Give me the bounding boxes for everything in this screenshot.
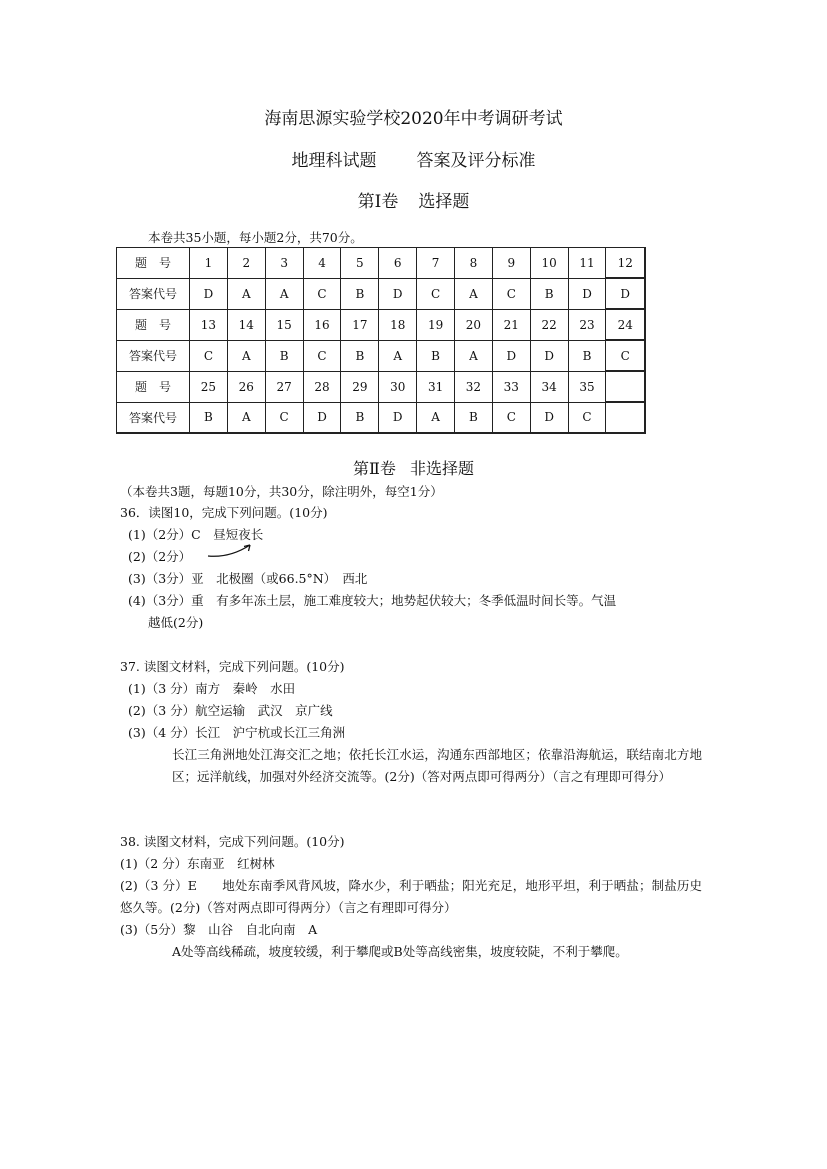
answer-table-cell: D (530, 340, 568, 371)
row-label: 答案代号 (117, 278, 190, 309)
q37-answer-1: (1)（3 分）南方 秦岭 水田 (128, 681, 296, 696)
answer-table-cell: 18 (379, 309, 417, 340)
q38-heading: 38. 读图文材料，完成下列问题。(10分) (120, 834, 345, 849)
answer-table-cell (606, 402, 645, 433)
answer-table-cell: C (265, 402, 303, 433)
q36-answer-1: (1)（2分）C 昼短夜长 (128, 527, 264, 542)
answer-table-cell: B (455, 402, 493, 433)
answer-table-cell: 3 (265, 248, 303, 279)
answer-table-cell: C (606, 340, 645, 371)
answer-table-cell: 17 (341, 309, 379, 340)
answer-table-cell: A (455, 278, 493, 309)
answer-table-cell: 8 (455, 248, 493, 279)
answer-table-cell: A (379, 340, 417, 371)
answer-table-cell: 5 (341, 248, 379, 279)
answer-table-row (117, 309, 646, 340)
answer-table-cell: 22 (530, 309, 568, 340)
q36-answer-2: (2)（2分） (128, 549, 192, 564)
q36-answer-4-cont: 越低(2分) (148, 615, 204, 630)
answer-table-row (117, 278, 646, 309)
answer-table-cell: 14 (227, 309, 265, 340)
part1-note: 本卷共35小题，每小题2分，共70分。 (148, 230, 363, 245)
answer-table-cell: B (190, 402, 228, 433)
answer-table-cell: D (530, 402, 568, 433)
answer-table-row (117, 371, 646, 402)
answer-table-cell: 27 (265, 371, 303, 402)
part2-label: 第Ⅱ卷 (353, 459, 396, 478)
answer-table-cell: B (341, 340, 379, 371)
answer-table-cell: 19 (417, 309, 455, 340)
q38-answer-3: (3)（5分）黎 山谷 自北向南 A (120, 922, 318, 937)
part2-title (0, 456, 827, 479)
answer-table-cell: C (492, 278, 530, 309)
answer-table-cell: 12 (606, 248, 645, 279)
curved-arrow-icon (206, 540, 262, 562)
q36-answer-3: (3)（3分）亚 北极圈（或66.5°N） 西北 (128, 571, 368, 586)
q38-answer-1: (1)（2 分）东南亚 红树林 (120, 856, 275, 871)
answer-table-cell: A (265, 278, 303, 309)
q37-answer-3-detail: 长江三角洲地处江海交汇之地；依托长江水运，沟通东西部地区；依靠沿海航运，联结南北方地区；远洋航线，加强对外经济交流等。(2分)（答对两点即可得两分）（言之有理即可得分） (172, 747, 702, 784)
answer-table-cell: 32 (455, 371, 493, 402)
answer-table-cell: B (568, 340, 606, 371)
answer-table-cell: C (492, 402, 530, 433)
answer-table-cell: 26 (227, 371, 265, 402)
answer-table-cell: A (455, 340, 493, 371)
answer-table-cell: B (341, 278, 379, 309)
answer-table-cell: C (303, 340, 341, 371)
answer-table-cell: B (341, 402, 379, 433)
q38-answer-2: (2)（3 分）E 地处东南季风背风坡，降水少，利于晒盐；阳光充足，地形平坦，利于晒盐；制盐历史悠久等。(2分)（答对两点即可得两分）（言之有理即可得分） (120, 878, 702, 915)
q36-answer-4: (4)（3分）重 有多年冻土层，施工难度较大；地势起伏较大；冬季低温时间长等。气温 (128, 593, 617, 608)
answer-table-cell: D (190, 278, 228, 309)
part1-type: 选择题 (418, 192, 470, 212)
answer-table-cell: 33 (492, 371, 530, 402)
row-label: 题 号 (117, 309, 190, 340)
answer-table-cell: C (568, 402, 606, 433)
answer-table-cell: 21 (492, 309, 530, 340)
page-title: 海南思源实验学校2020年中考调研考试 (264, 109, 563, 129)
answer-table-cell: 2 (227, 248, 265, 279)
answer-table-cell: D (606, 278, 645, 309)
answer-table-row (117, 340, 646, 371)
answer-table (116, 247, 646, 434)
answer-table-cell: D (568, 278, 606, 309)
answer-table-cell: B (265, 340, 303, 371)
q38-answer-3-detail: A处等高线稀疏，坡度较缓，利于攀爬或B处等高线密集，坡度较陡，不利于攀爬。 (172, 944, 628, 959)
part1-title (0, 187, 827, 212)
answer-table-cell: 13 (190, 309, 228, 340)
row-label: 题 号 (117, 371, 190, 402)
answer-table-cell: 23 (568, 309, 606, 340)
answer-table-cell: B (530, 278, 568, 309)
answer-table-cell: 7 (417, 248, 455, 279)
part1-label: 第Ⅰ卷 (357, 192, 399, 212)
subject-title: 地理科试题 (291, 151, 377, 171)
answer-table-cell: D (379, 278, 417, 309)
answer-table-cell (606, 371, 645, 402)
answer-table-cell: A (227, 278, 265, 309)
answer-table-cell: 29 (341, 371, 379, 402)
answer-table-row (117, 402, 646, 433)
answer-table-cell: 28 (303, 371, 341, 402)
row-label: 答案代号 (117, 340, 190, 371)
answer-table-cell: A (227, 340, 265, 371)
answer-table-cell: 24 (606, 309, 645, 340)
q37-answer-2: (2)（3 分）航空运输 武汉 京广线 (128, 703, 333, 718)
answer-table-cell: 4 (303, 248, 341, 279)
row-label: 题 号 (117, 248, 190, 279)
q37-heading: 37. 读图文材料，完成下列问题。(10分) (120, 659, 345, 674)
answer-table-cell: C (190, 340, 228, 371)
answer-table-cell: 31 (417, 371, 455, 402)
answer-table-cell: 16 (303, 309, 341, 340)
answer-table-cell: C (417, 278, 455, 309)
part2-type: 非选择题 (409, 459, 474, 478)
answer-table-cell: D (492, 340, 530, 371)
q37-answer-3: (3)（4 分）长江 沪宁杭或长江三角洲 (128, 725, 346, 740)
answer-table-cell: 9 (492, 248, 530, 279)
answer-table-cell: 34 (530, 371, 568, 402)
answer-table-cell: A (227, 402, 265, 433)
answer-table-cell: A (417, 402, 455, 433)
part2-note: （本卷共3题，每题10分，共30分，除注明外，每空1分） (120, 484, 443, 499)
answer-key-title: 答案及评分标准 (416, 151, 536, 171)
answer-table-cell: 20 (455, 309, 493, 340)
answer-table-cell: 30 (379, 371, 417, 402)
subtitle (0, 146, 827, 171)
answer-table-cell: B (417, 340, 455, 371)
answer-table-cell: D (303, 402, 341, 433)
answer-table-cell: 6 (379, 248, 417, 279)
answer-table-cell: 1 (190, 248, 228, 279)
answer-table-cell: 25 (190, 371, 228, 402)
q36-heading: 36．读图10，完成下列问题。(10分) (120, 505, 328, 520)
answer-table-cell: 10 (530, 248, 568, 279)
answer-table-cell: D (379, 402, 417, 433)
row-label: 答案代号 (117, 402, 190, 433)
answer-table-cell: 35 (568, 371, 606, 402)
answer-table-row (117, 248, 646, 279)
answer-table-cell: 11 (568, 248, 606, 279)
answer-table-cell: 15 (265, 309, 303, 340)
answer-table-cell: C (303, 278, 341, 309)
